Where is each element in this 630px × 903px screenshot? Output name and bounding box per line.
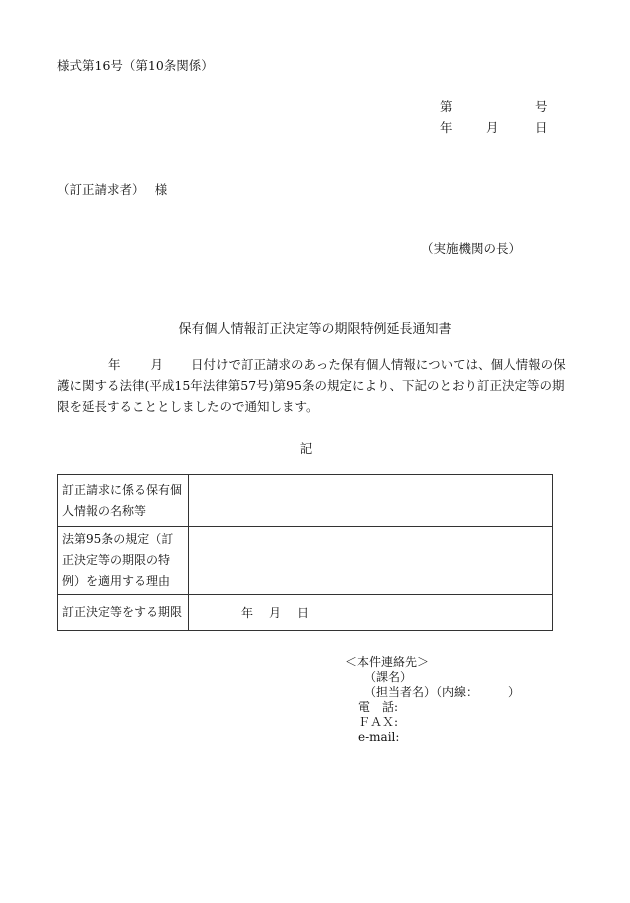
contact-email: e-mail: [358,730,400,744]
deadline-month: 月 [269,606,282,620]
document-number-suffix: 号 [535,99,548,114]
table-row-info-name [58,475,553,527]
body-text: 日付けで訂正請求のあった保有個人情報については、個人情報の保護に関する法律(平成15年法律第57号)第95条の規定により、下記のとおり訂正決定等の期限を延長することとしましたので通知します。 [57,357,566,414]
ki-marker: 記 [299,441,313,456]
contact-staff-line [345,685,520,700]
contact-staff-name: （担当者名）（内線： [364,685,479,699]
document-number-label: 第 [440,99,453,114]
form-number: 様式第16号（第10条関係） [57,58,214,73]
date-month-label: 月 [486,120,499,135]
document-title: 保有個人情報訂正決定等の期限特例延長通知書 [178,322,452,337]
contact-fax: ＦＡＸ: [358,715,399,729]
agency-head-sender: （実施機関の長） [421,241,522,256]
info-name-label: 訂正請求に係る保有個人情報の名称等 [58,475,189,527]
deadline-day: 日 [297,606,310,620]
info-name-value [189,475,553,527]
contact-section-name: （課名） [364,670,413,684]
reason-value [189,527,553,595]
body-paragraph [57,354,567,417]
requester-addressee: （訂正請求者） 様 [57,182,168,197]
date-year-label: 年 [440,120,453,135]
date-day-label: 日 [535,120,548,135]
contact-phone: 電 話: [358,700,399,714]
contact-staff-close: ） [508,685,521,699]
info-table [57,474,553,631]
contact-block [345,655,520,745]
reason-label: 法第95条の規定（訂正決定等の期限の特例）を適用する理由 [58,527,189,595]
contact-heading: ＜本件連絡先＞ [345,655,430,669]
table-row-deadline [58,595,553,631]
deadline-year: 年 [241,606,254,620]
deadline-label: 訂正決定等をする期限 [58,595,189,631]
deadline-value [189,595,553,631]
body-month: 月 [150,357,164,372]
body-year: 年 [108,357,121,372]
table-row-reason [58,527,553,595]
